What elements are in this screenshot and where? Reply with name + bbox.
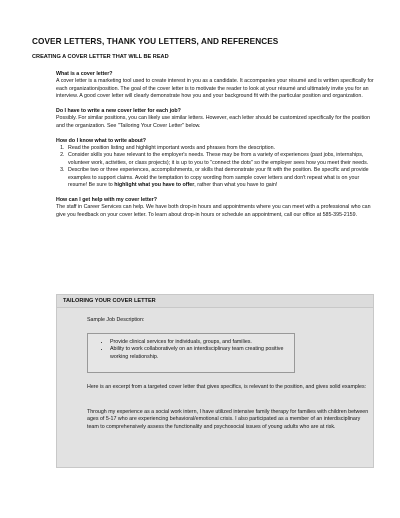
sample-job-label: Sample Job Description: — [87, 317, 145, 323]
page-title: COVER LETTERS, THANK YOU LETTERS, AND REFERENCES — [32, 37, 279, 46]
faq-new-letter-each-job — [56, 108, 374, 130]
faq-question: Do I have to write a new cover letter for each job? — [56, 108, 181, 115]
faq-content — [56, 71, 374, 226]
sample-job-description-box — [87, 333, 295, 373]
step-item — [66, 167, 374, 189]
step-text-end: , rather than what you have to gain! — [194, 182, 278, 189]
cover-letter-excerpt: Through my experience as a social work intern, I have utilized intensive family therapy for families with children between ages of 5-17 who are experiencing behavioral/emotional crisis. I also participated as a member of an interdisciplinary team to comprehensively assess the functionality and psychosocial issues of young adults who are at risk. — [87, 409, 369, 430]
step-item: 2. Consider skills you have relevant to the employer's needs. These may be from a variety of experiences (past jobs, internships, volunteer work, activities, or class projects); it is up to you to "connect the dots" so the employer sees how you meet their needs. — [66, 152, 374, 167]
faq-answer: The staff in Career Services can help. We have both drop-in hours and appointments where you can meet with a professional who can give you feedback on your cover letter. To learn about drop-in hours or schedule an appointment, call our office at 585-395-2159. — [56, 204, 371, 218]
job-bullets — [88, 339, 294, 361]
tailoring-box — [56, 294, 374, 468]
faq-answer: A cover letter is a marketing tool used to create interest in you as a candidate. It accompanies your résumé and is written specifically for each organization/position. The goal of the cover letter is to motivate the reader to look at your résumé and ultimately invite you for an interview. A good cover letter will clearly demonstrate how you and your background fit with the particular position and organization. — [56, 78, 374, 100]
faq-question: What is a cover letter? — [56, 71, 113, 77]
section-subtitle: CREATING A COVER LETTER THAT WILL BE READ — [32, 54, 169, 60]
faq-answer: Possibly. For similar positions, you can likely use similar letters. However, each letter should be customized specifically for the position and the organization. See "Tailoring Your Cover Letter" below. — [56, 115, 371, 129]
faq-question: How do I know what to write about? — [56, 137, 147, 144]
step-text: Describe two or three experiences, accomplishments, or skills that demonstrate your fit with the position. Be specific and provide examples to support claims. Avoid the temptation to copy wording from sample cover letters and don't repeat what is on your resume! Be sure to — [68, 167, 369, 189]
step-highlight: highlight what you have to offer — [114, 182, 195, 189]
job-bullet: • Provide clinical services for individuals, groups, and families. — [110, 339, 294, 346]
faq-get-help — [56, 197, 374, 219]
tailoring-heading: TAILORING YOUR COVER LETTER — [57, 295, 373, 308]
job-bullet: • Ability to work collaboratively on an interdisciplinary team creating positive working relationship. — [110, 346, 294, 361]
faq-what-is-cover-letter — [56, 71, 374, 101]
step-item: 1. Read the position listing and highlight important words and phrases from the description. — [66, 145, 374, 152]
excerpt-intro: Here is an excerpt from a targeted cover letter that gives specifics, is relevant to the position, and gives solid examples: — [87, 384, 367, 390]
faq-question: How can I get help with my cover letter? — [56, 196, 157, 203]
steps-list — [56, 145, 374, 189]
faq-what-to-write — [56, 138, 374, 190]
